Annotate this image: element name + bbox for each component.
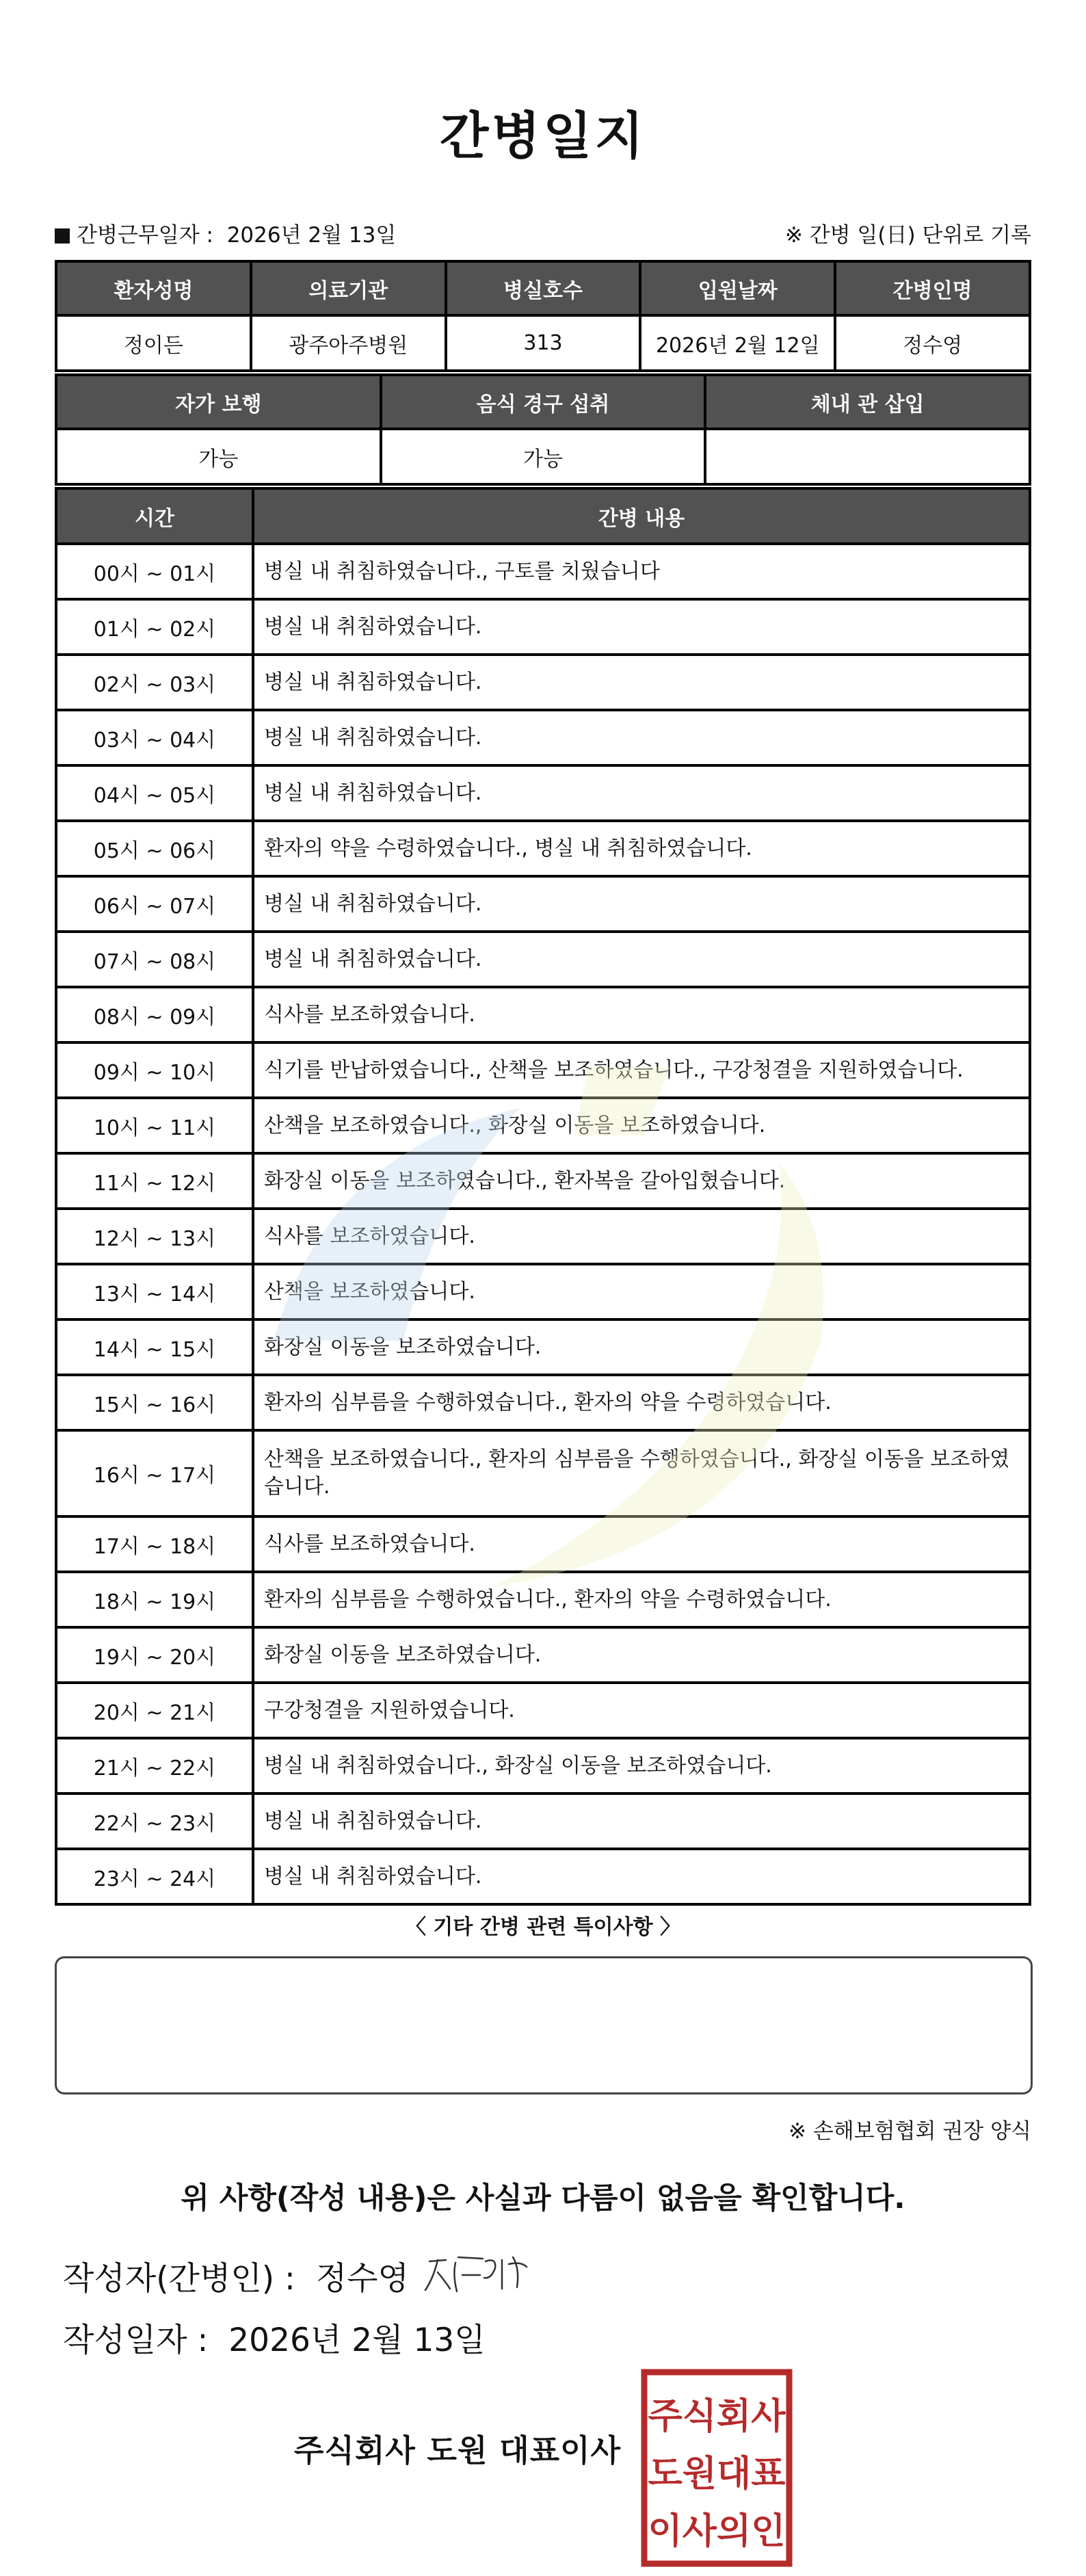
log-time: 08시 ~ 09시 xyxy=(56,987,253,1042)
oral-intake-status: 가능 xyxy=(381,429,706,484)
hospital-name: 광주아주병원 xyxy=(251,315,446,371)
log-body xyxy=(56,544,1030,1904)
log-content: 병실 내 취침하였습니다. xyxy=(253,1793,1030,1849)
log-time: 13시 ~ 14시 xyxy=(56,1264,253,1319)
admission-date: 2026년 2월 12일 xyxy=(640,315,835,371)
log-row xyxy=(56,1683,1030,1738)
log-content: 병실 내 취침하였습니다. xyxy=(253,765,1030,821)
log-row xyxy=(56,1430,1030,1516)
log-row xyxy=(56,1264,1030,1319)
log-row xyxy=(56,1319,1030,1375)
written-date-label: 작성일자 : xyxy=(63,2322,209,2359)
log-row xyxy=(56,1516,1030,1572)
log-content: 화장실 이동을 보조하였습니다., 환자복을 갈아입혔습니다. xyxy=(253,1153,1030,1209)
header-cell: 음식 경구 섭취 xyxy=(381,375,706,429)
writer-label: 작성자(간병인) : xyxy=(63,2260,295,2298)
care-log-table xyxy=(55,487,1031,1906)
header-cell: 의료기관 xyxy=(251,261,446,315)
log-content: 병실 내 취침하였습니다., 화장실 이동을 보조하였습니다. xyxy=(253,1738,1030,1793)
log-time: 03시 ~ 04시 xyxy=(56,710,253,765)
patient-info-table xyxy=(55,260,1031,372)
log-time: 12시 ~ 13시 xyxy=(56,1209,253,1264)
log-row xyxy=(56,1153,1030,1209)
header-cell: 간병인명 xyxy=(835,261,1030,315)
room-number: 313 xyxy=(446,315,641,371)
log-time: 01시 ~ 02시 xyxy=(56,599,253,655)
log-content: 환자의 약을 수령하였습니다., 병실 내 취침하였습니다. xyxy=(253,821,1030,876)
log-row xyxy=(56,821,1030,876)
log-time: 22시 ~ 23시 xyxy=(56,1793,253,1849)
work-date-label: 간병근무일자 : xyxy=(77,223,213,248)
log-time: 10시 ~ 11시 xyxy=(56,1098,253,1153)
log-row xyxy=(56,876,1030,932)
log-content: 화장실 이동을 보조하였습니다. xyxy=(253,1627,1030,1683)
document-title: 간병일지 xyxy=(440,107,646,166)
log-time: 20시 ~ 21시 xyxy=(56,1683,253,1738)
writer-name: 정수영 xyxy=(315,2260,409,2298)
header-cell: 입원날짜 xyxy=(640,261,835,315)
log-time: 04시 ~ 05시 xyxy=(56,765,253,821)
log-time: 00시 ~ 01시 xyxy=(56,544,253,599)
log-row xyxy=(56,1793,1030,1849)
log-content: 병실 내 취침하였습니다. xyxy=(253,599,1030,655)
log-content: 병실 내 취침하였습니다. xyxy=(253,932,1030,987)
log-content: 산책을 보조하였습니다., 화장실 이동을 보조하였습니다. xyxy=(253,1098,1030,1153)
log-row xyxy=(56,932,1030,987)
log-time: 09시 ~ 10시 xyxy=(56,1042,253,1098)
log-content: 식사를 보조하였습니다. xyxy=(253,1209,1030,1264)
seal-text: 도원대표 xyxy=(648,2454,786,2495)
log-content: 병실 내 취침하였습니다., 구토를 치웠습니다 xyxy=(253,544,1030,599)
company-seal-stamp xyxy=(640,2368,793,2568)
log-row xyxy=(56,1375,1030,1430)
log-row xyxy=(56,1849,1030,1904)
header-cell: 자가 보행 xyxy=(56,375,381,429)
notes-box xyxy=(55,1956,1033,2094)
log-row xyxy=(56,1042,1030,1098)
log-time: 11시 ~ 12시 xyxy=(56,1153,253,1209)
notes-heading: 〈 기타 간병 관련 특이사항 〉 xyxy=(405,1915,681,1939)
log-time: 19시 ~ 20시 xyxy=(56,1627,253,1683)
log-content: 환자의 심부름을 수행하였습니다., 환자의 약을 수령하였습니다. xyxy=(253,1375,1030,1430)
written-date-line xyxy=(63,2315,486,2361)
log-time: 21시 ~ 22시 xyxy=(56,1738,253,1793)
log-time: 15시 ~ 16시 xyxy=(56,1375,253,1430)
log-time: 05시 ~ 06시 xyxy=(56,821,253,876)
meta-row xyxy=(55,218,1031,248)
log-row xyxy=(56,655,1030,710)
company-representative: 주식회사 도원 대표이사 xyxy=(294,2432,622,2469)
log-content: 환자의 심부름을 수행하였습니다., 환자의 약을 수령하였습니다. xyxy=(253,1572,1030,1627)
log-time: 02시 ~ 03시 xyxy=(56,655,253,710)
log-row xyxy=(56,599,1030,655)
tube-insertion-status xyxy=(705,429,1030,484)
unit-note: ※ 간병 일(日) 단위로 기록 xyxy=(784,223,1031,248)
status-header-row xyxy=(56,375,1030,429)
writer-line xyxy=(63,2253,409,2299)
work-date-value: 2026년 2월 13일 xyxy=(226,223,397,248)
log-row xyxy=(56,710,1030,765)
log-time: 16시 ~ 17시 xyxy=(56,1430,253,1516)
log-header-row xyxy=(56,488,1030,544)
log-content: 병실 내 취침하였습니다. xyxy=(253,655,1030,710)
log-time: 06시 ~ 07시 xyxy=(56,876,253,932)
log-content: 병실 내 취침하였습니다. xyxy=(253,1849,1030,1904)
log-content: 식사를 보조하였습니다. xyxy=(253,987,1030,1042)
patient-value-row xyxy=(56,315,1030,371)
confirmation-statement: 위 사항(작성 내용)은 사실과 다름이 없음을 확인합니다. xyxy=(181,2181,905,2216)
written-date-value: 2026년 2월 13일 xyxy=(228,2322,486,2359)
log-row xyxy=(56,1738,1030,1793)
log-row xyxy=(56,765,1030,821)
work-date xyxy=(55,218,396,248)
status-value-row xyxy=(56,429,1030,484)
log-row xyxy=(56,1572,1030,1627)
header-cell: 체내 관 삽입 xyxy=(705,375,1030,429)
log-content: 화장실 이동을 보조하였습니다. xyxy=(253,1319,1030,1375)
log-time: 23시 ~ 24시 xyxy=(56,1849,253,1904)
log-row xyxy=(56,987,1030,1042)
patient-header-row xyxy=(56,261,1030,315)
log-time: 18시 ~ 19시 xyxy=(56,1572,253,1627)
patient-name: 정이든 xyxy=(56,315,251,371)
patient-status-table xyxy=(55,373,1031,486)
log-time: 17시 ~ 18시 xyxy=(56,1516,253,1572)
log-row xyxy=(56,1098,1030,1153)
log-content: 식사를 보조하였습니다. xyxy=(253,1516,1030,1572)
form-note: ※ 손해보험협회 권장 양식 xyxy=(789,2119,1031,2144)
log-content: 병실 내 취침하였습니다. xyxy=(253,876,1030,932)
log-row xyxy=(56,1209,1030,1264)
caregiver-name: 정수영 xyxy=(835,315,1030,371)
log-time: 14시 ~ 15시 xyxy=(56,1319,253,1375)
handwritten-signature xyxy=(417,2248,554,2302)
log-content: 병실 내 취침하였습니다. xyxy=(253,710,1030,765)
log-row xyxy=(56,1627,1030,1683)
header-cell: 병실호수 xyxy=(446,261,641,315)
log-time: 07시 ~ 08시 xyxy=(56,932,253,987)
seal-text: 이사의인 xyxy=(648,2511,786,2552)
log-content: 산책을 보조하였습니다., 환자의 심부름을 수행하였습니다., 화장실 이동을 보조하였습니다. xyxy=(253,1430,1030,1516)
content-header: 간병 내용 xyxy=(253,488,1030,544)
walking-status: 가능 xyxy=(56,429,381,484)
log-row xyxy=(56,544,1030,599)
log-content: 구강청결을 지원하였습니다. xyxy=(253,1683,1030,1738)
square-bullet-icon xyxy=(55,228,70,244)
seal-text: 주식회사 xyxy=(648,2396,786,2437)
header-cell: 환자성명 xyxy=(56,261,251,315)
time-header: 시간 xyxy=(56,488,253,544)
log-content: 식기를 반납하였습니다., 산책을 보조하였습니다., 구강청결을 지원하였습니다. xyxy=(253,1042,1030,1098)
log-content: 산책을 보조하였습니다. xyxy=(253,1264,1030,1319)
